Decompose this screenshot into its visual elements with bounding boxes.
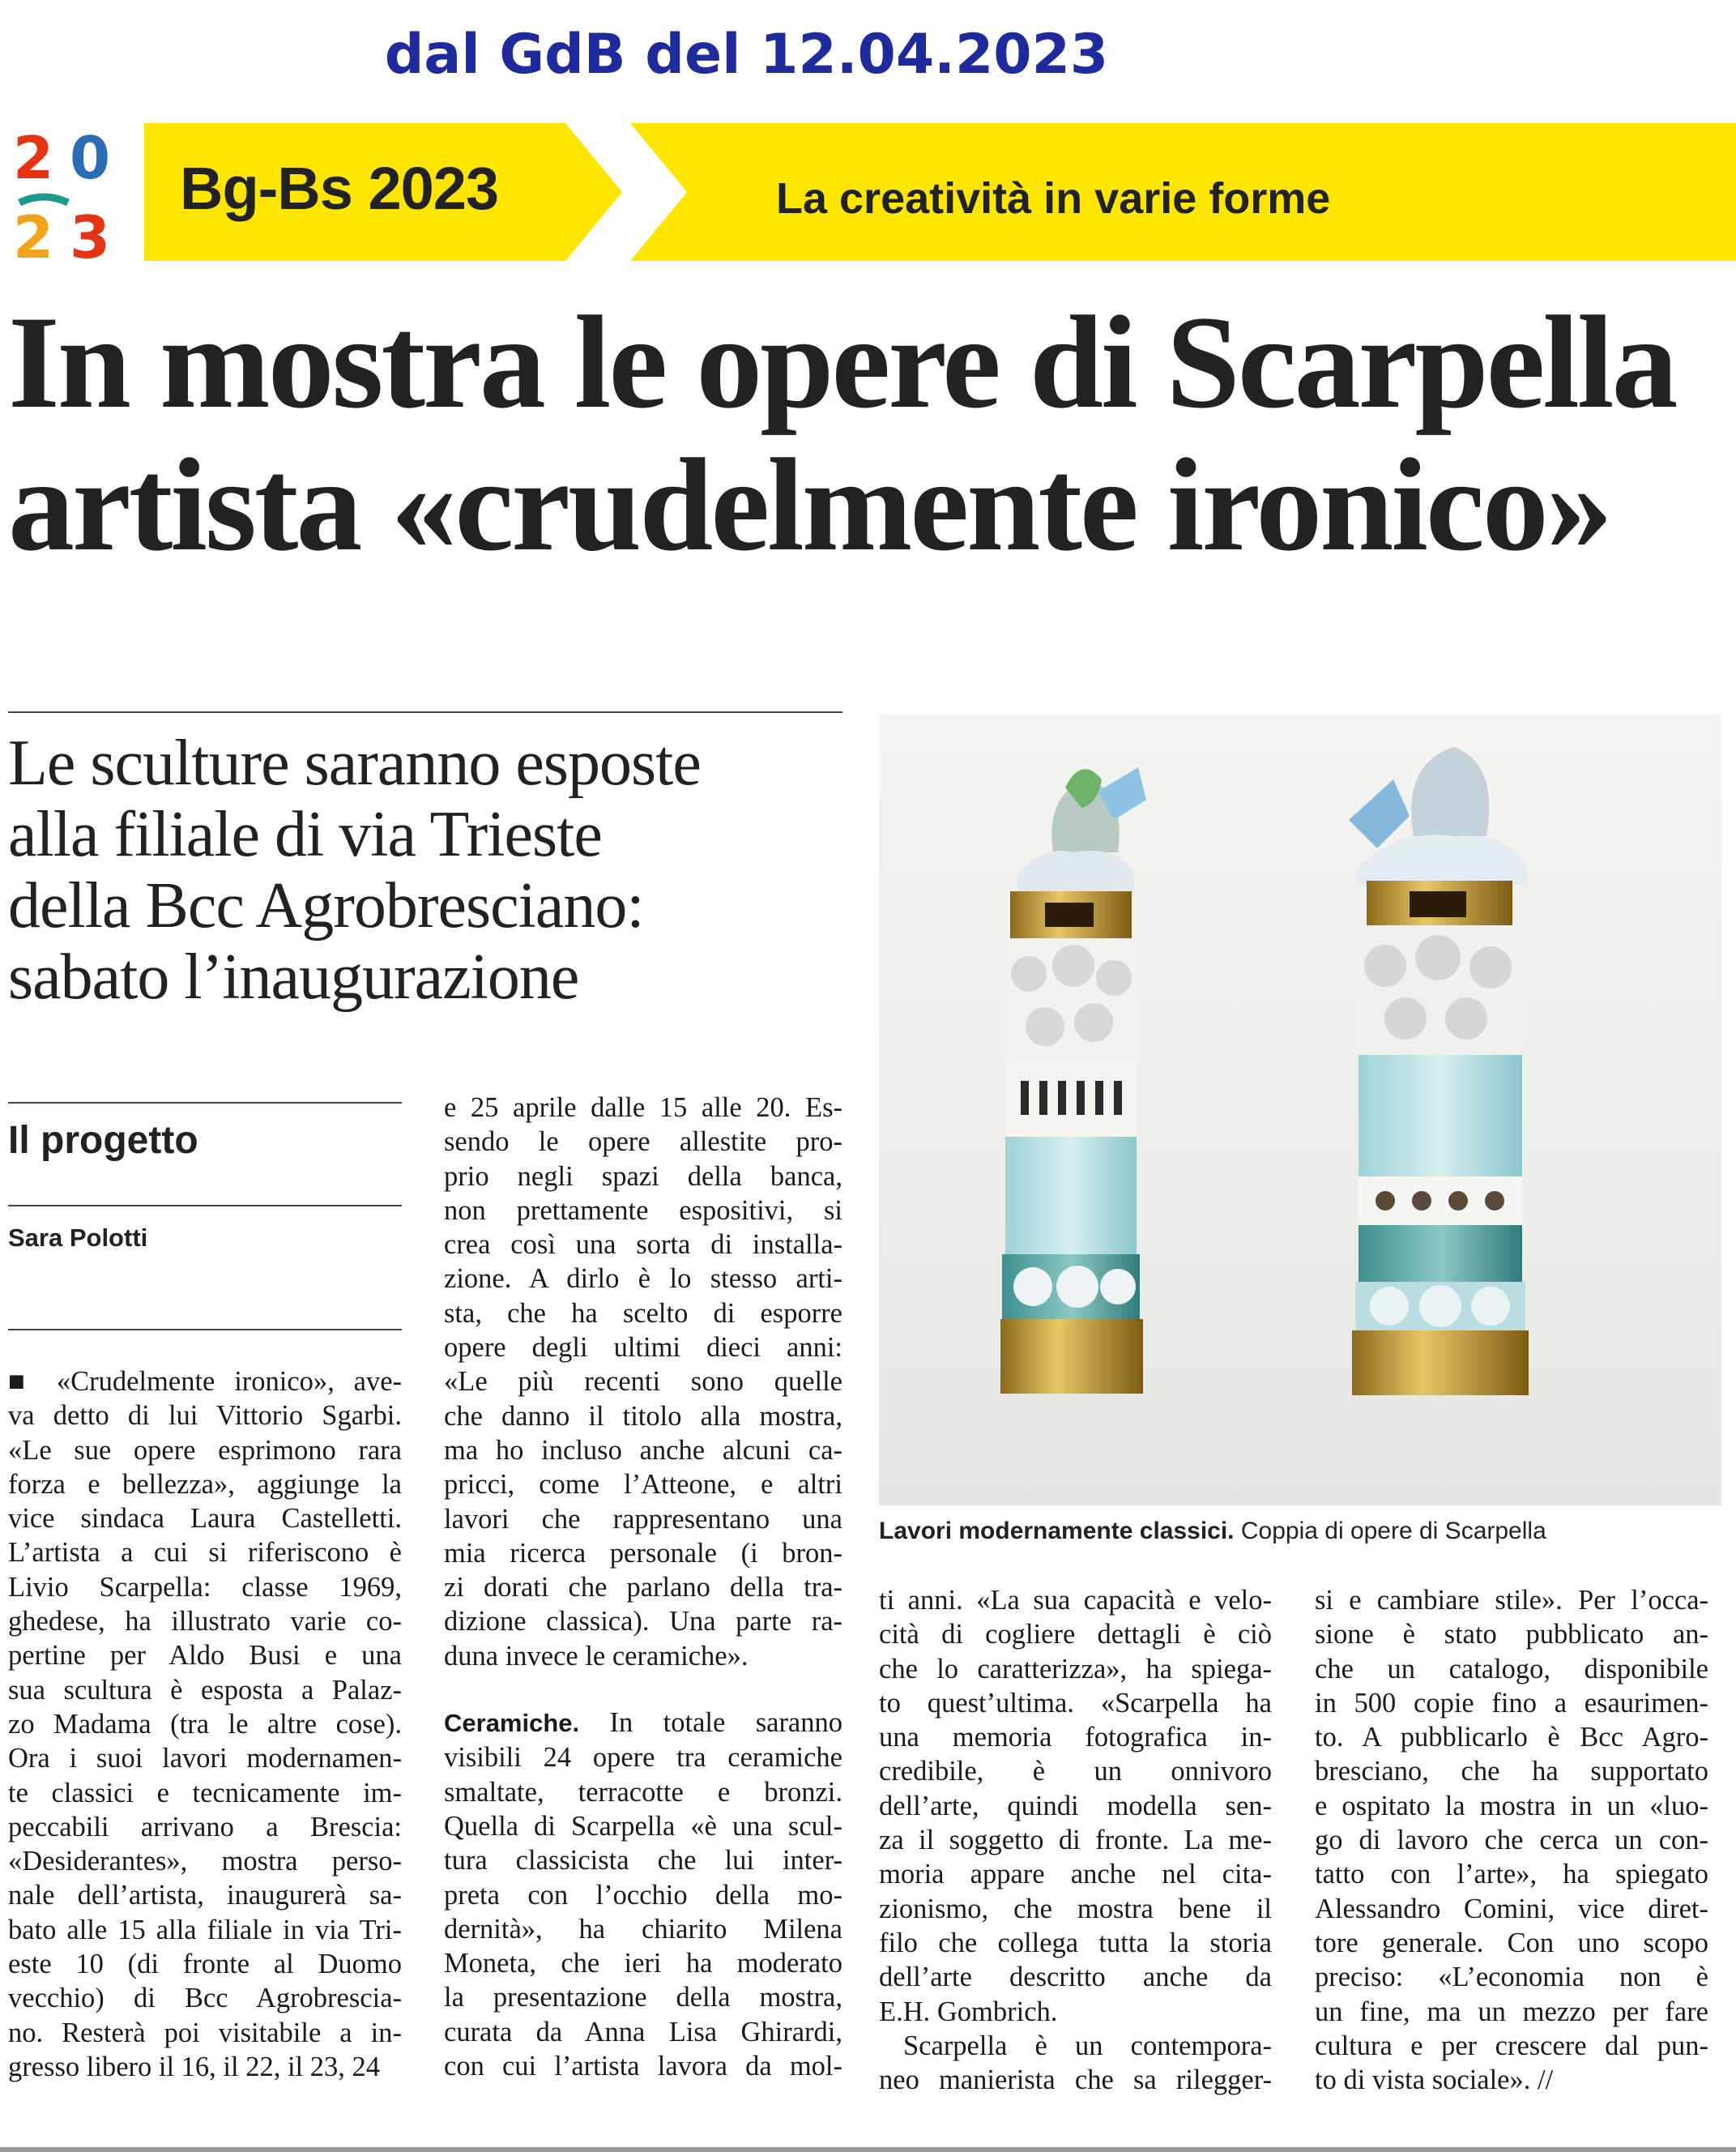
body-text-line: dell’arte, quindi modella sen- [879, 1790, 1272, 1821]
body-text-line: sione è stato pubblicato an- [1315, 1619, 1708, 1650]
svg-text:2: 2 [13, 128, 54, 192]
body-text-line: zionismo, che mostra bene il [879, 1893, 1272, 1924]
body-text-line: smaltate, terracotte e bronzi. [444, 1776, 842, 1808]
body-text-line: opere degli ultimi dieci anni: [444, 1332, 842, 1364]
article-headline [8, 289, 1725, 579]
body-text-line: visibili 24 opere tra ceramiche [444, 1742, 842, 1774]
body-text-line: Moneta, che ieri ha moderato [444, 1948, 842, 1979]
body-text-line: prio negli spazi della banca, [444, 1160, 842, 1192]
body-text-line: preciso: «L’economia non è [1315, 1962, 1708, 1993]
body-text-line: peccabili arrivano a Brescia: [8, 1811, 402, 1842]
body-text-line: gresso libero il 16, il 22, il 23, 24 [8, 2051, 381, 2082]
body-text-line: va detto di lui Vittorio Sgarbi. [8, 1400, 402, 1432]
photo-caption [879, 1518, 1546, 1545]
body-text-line: crea così una sorta di installa- [444, 1229, 842, 1261]
body-text-line: dell’arte descritto anche da [879, 1962, 1272, 1993]
body-text-line: zo Madama (tra le altre cose). [8, 1708, 402, 1740]
body-text-line: vice sindaca Laura Castelletti. [8, 1503, 402, 1535]
svg-text:3: 3 [70, 203, 111, 271]
section-label: Il progetto [8, 1119, 198, 1162]
body-text-fragment: In totale saranno [609, 1707, 842, 1739]
body-text-line: che danno il titolo alla mostra, [444, 1400, 842, 1432]
body-text-line: sua scultura è esposta a Palaz- [8, 1674, 402, 1706]
article-subhead [8, 728, 842, 1013]
byline-bottom-rule [8, 1329, 402, 1330]
body-column-4 [1315, 1583, 1708, 2097]
body-text-line: che lo caratterizza», ha spiega- [879, 1653, 1272, 1684]
body-text-line: cultura e per crescere dal pun- [1315, 2030, 1708, 2061]
headline-line: artista «crudelmente ironico» [8, 432, 1610, 579]
byline-rule [8, 1205, 402, 1206]
right-sculpture [1349, 747, 1529, 1395]
body-text-line: lavori che rappresentano una [444, 1503, 842, 1535]
body-text-line: credibile, è un onnivoro [879, 1756, 1272, 1787]
body-text-line: curata da Anna Lisa Ghirardi, [444, 2016, 842, 2047]
body-text-line: non prettamente espositivi, si [444, 1194, 842, 1226]
body-text-line: e 25 aprile dalle 15 alle 20. Es- [444, 1092, 842, 1123]
caption-bold: Lavori modernamente classici. [879, 1518, 1235, 1544]
body-text-line: neo manierista che sa rilegger- [879, 2064, 1272, 2096]
byline: Sara Polotti [8, 1223, 148, 1252]
run-in-heading: Ceramiche. [444, 1709, 580, 1738]
body-column-2 [444, 1091, 842, 2083]
subhead-line: alla filiale di via Trieste [8, 799, 602, 870]
body-text-line: Quella di Scarpella «è una scul- [444, 1810, 842, 1842]
body-text-line: este 10 (di fronte al Duomo [8, 1949, 402, 1980]
body-text-line: preta con l’occhio della mo- [444, 1879, 842, 1911]
body-text-line: «Desiderantes», mostra perso- [8, 1846, 402, 1877]
body-text-line: forza e bellezza», aggiunge la [8, 1468, 402, 1500]
subhead-line: della Bcc Agrobresciano: [8, 870, 644, 942]
source-date-line: dal GdB del 12.04.2023 [384, 23, 1109, 87]
body-text-line: pricci, come l’Atteone, e altri [444, 1469, 842, 1501]
body-text-line: E.H. Gombrich. [879, 1996, 1058, 2027]
body-text-line: vecchio) di Bcc Agrobrescia- [8, 1983, 402, 2014]
body-text-line: zi dorati che parlano della tra- [444, 1572, 842, 1603]
body-text-line: te classici e tecnicamente im- [8, 1777, 402, 1808]
body-text-line: go di lavoro che cerca un con- [1315, 1825, 1708, 1856]
body-text-line: bresciano, che ha supportato [1315, 1756, 1708, 1787]
body-text-line: sendo le opere allestite pro- [444, 1126, 842, 1158]
body-text-line: ■ «Crudelmente ironico», ave- [8, 1366, 402, 1397]
body-text-line: Ora i suoi lavori modernamen- [8, 1743, 402, 1774]
body-text-line: «Le sue opere esprimono rara [8, 1434, 402, 1466]
body-text-line: bato alle 15 alla filiale in via Tri- [8, 1914, 402, 1945]
page-bottom-border [0, 2147, 1736, 2152]
svg-text:0: 0 [70, 128, 111, 192]
body-text-line: zione. A dirlo è lo stesso arti- [444, 1263, 842, 1295]
body-text-line: to. A pubblicarlo è Bcc Agro- [1315, 1722, 1708, 1753]
body-text-line: moria appare anche nel cita- [879, 1859, 1272, 1890]
subhead-line: sabato l’inaugurazione [8, 942, 579, 1013]
body-text-line: Alessandro Comini, vice diret- [1315, 1893, 1708, 1924]
caption-text: Coppia di opere di Scarpella [1234, 1518, 1546, 1544]
paragraph-gap [444, 1673, 842, 1706]
body-text-line: pertine per Aldo Busi e una [8, 1640, 402, 1672]
body-text-line: tore generale. Con uno scopo [1315, 1927, 1708, 1958]
body-text-line: Scarpella è un contempora- [903, 2030, 1272, 2061]
banner-kicker-right: La creatività in varie forme [776, 174, 1331, 223]
body-text-line: in 500 copie fino a esaurimen- [1315, 1687, 1708, 1719]
body-text-line: dizione classica). Una parte ra- [444, 1606, 842, 1637]
subhead-top-rule [8, 711, 842, 713]
body-text-line: sta, che ha scelto di esporre [444, 1297, 842, 1329]
body-text-line: un fine, ma un mezzo per fare [1315, 1996, 1708, 2027]
body-column-1 [8, 1364, 402, 2084]
body-text-line: mia ricerca personale (i bron- [444, 1537, 842, 1569]
sculptures-photo [879, 715, 1721, 1505]
headline-line: In mostra le opere di Scarpella [8, 289, 1676, 436]
body-text-line: si e cambiare stile». Per l’occa- [1315, 1585, 1708, 1616]
body-text-line [444, 1706, 842, 1740]
body-text-line: tura classicista che lui inter- [444, 1845, 842, 1877]
body-text-line: tatto con l’arte», ha spiegato [1315, 1859, 1708, 1890]
body-text-line: cità di cogliere dettagli è ciò [879, 1619, 1272, 1650]
body-text-line: za il soggetto di fronte. La me- [879, 1825, 1272, 1856]
subhead-line: Le sculture saranno esposte [8, 728, 701, 799]
body-text-line: L’artista a cui si riferiscono è [8, 1537, 402, 1569]
section-label-rule [8, 1102, 402, 1104]
body-text-line: to di vista sociale». // [1315, 2064, 1554, 2096]
body-text-line: ghedese, ha illustrato varie co- [8, 1606, 402, 1637]
body-text-line: e ospitato la mostra in un «luo- [1315, 1790, 1708, 1821]
body-text-line: una memoria fotografica in- [879, 1722, 1272, 1753]
banner-kicker-left: Bg-Bs 2023 [180, 155, 499, 222]
body-text-line: dernità», ha chiarito Milena [444, 1913, 842, 1945]
body-column-3 [879, 1583, 1272, 2097]
body-text-line: la presentazione della mostra, [444, 1982, 842, 2013]
body-text-line: Livio Scarpella: classe 1969, [8, 1571, 402, 1603]
body-text-line: nale dell’artista, inaugurerà sa- [8, 1880, 402, 1911]
body-text-line: ti anni. «La sua capacità e velo- [879, 1585, 1272, 1616]
svg-text:2: 2 [13, 203, 54, 271]
body-text-line: filo che collega tutta la storia [879, 1927, 1272, 1958]
body-text-line: che un catalogo, disponibile [1315, 1653, 1708, 1684]
capital-of-culture-2023-logo [11, 128, 133, 271]
body-text-line: ma ho incluso anche alcuni ca- [444, 1434, 842, 1466]
body-text-line: con cui l’artista lavora da mol- [444, 2051, 842, 2082]
body-text-line: to quest’ultima. «Scarpella ha [879, 1687, 1272, 1719]
body-text-line: duna invece le ceramiche». [444, 1640, 749, 1672]
body-text-line: «Le più recenti sono quelle [444, 1366, 842, 1398]
body-text-line: no. Resterà poi visitabile a in- [8, 2017, 402, 2048]
